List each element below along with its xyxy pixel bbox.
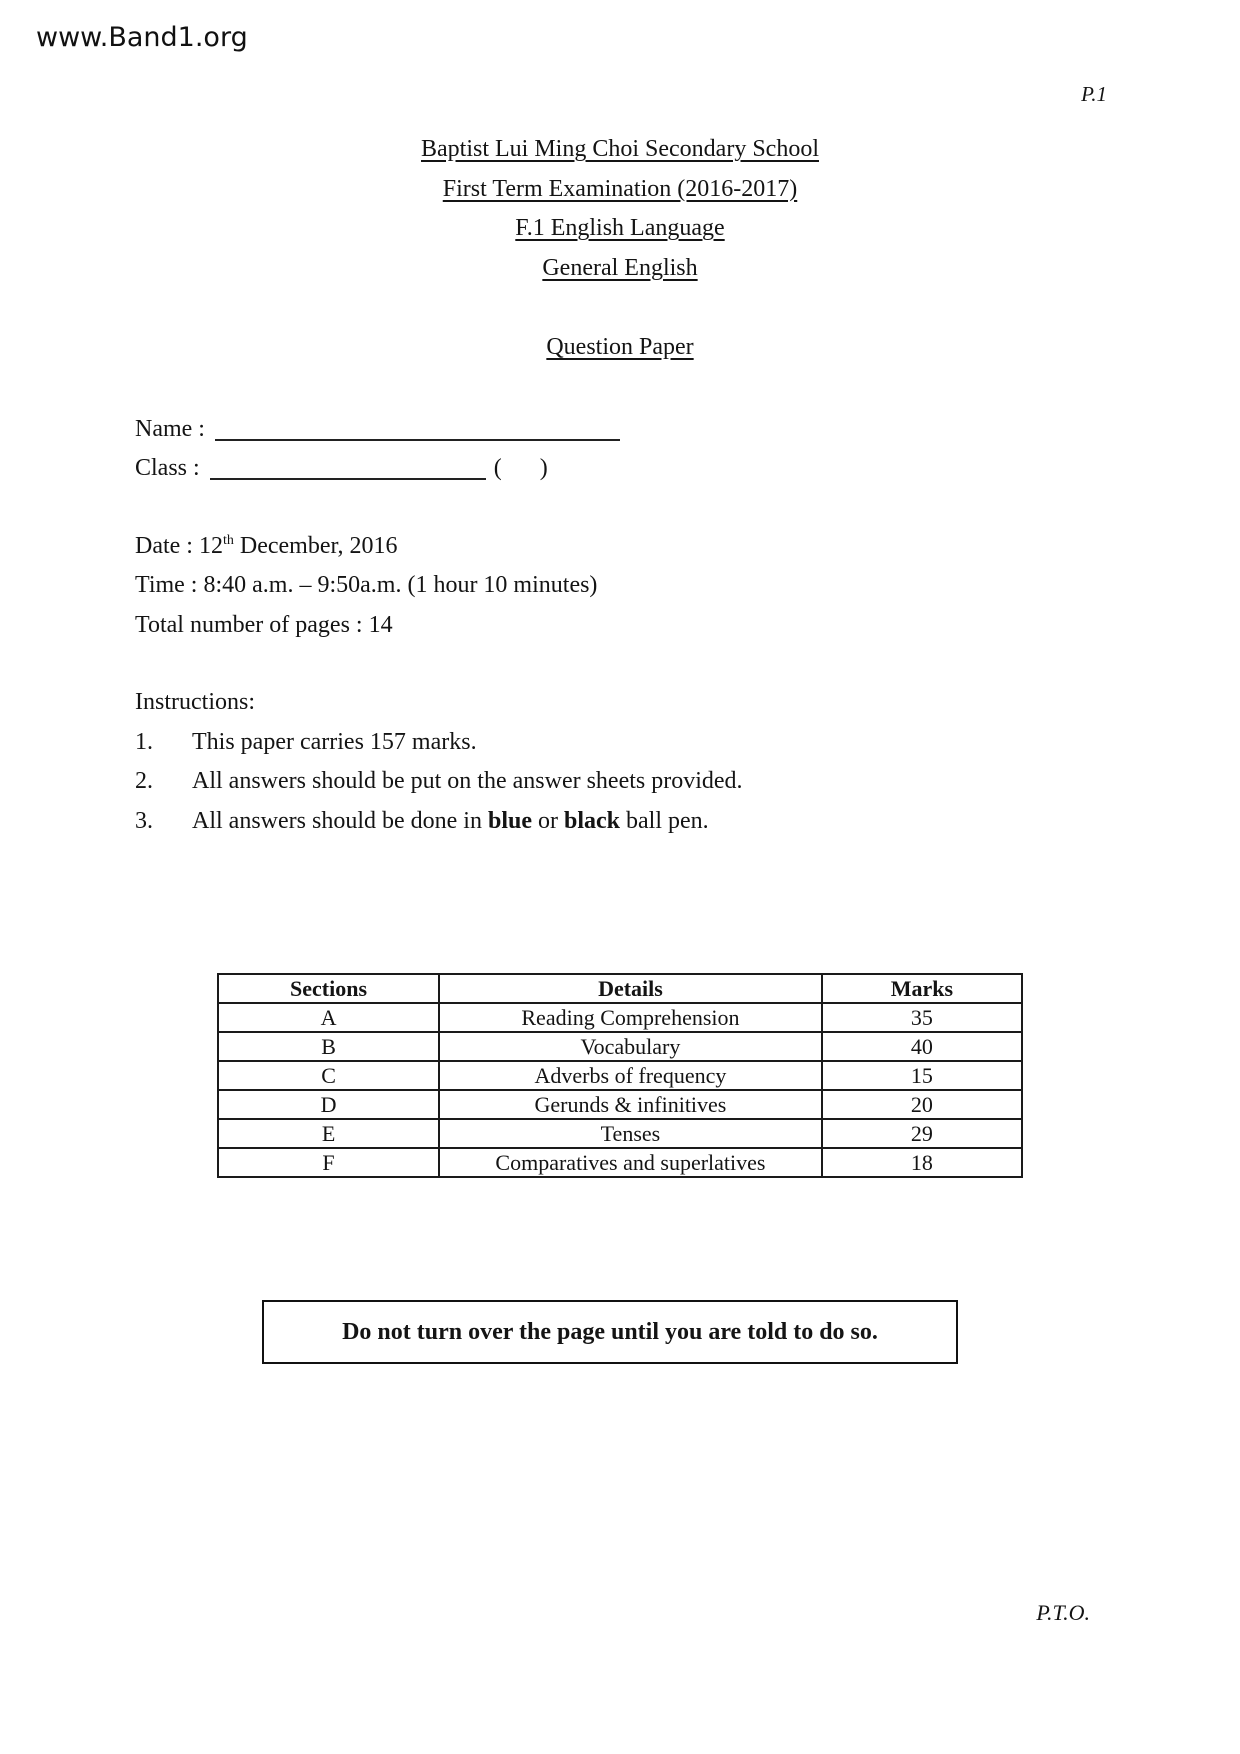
marks-cell: 35	[822, 1003, 1022, 1032]
details-cell: Gerunds & infinitives	[439, 1090, 822, 1119]
class-blank-line	[210, 454, 486, 480]
header-sections: Sections	[218, 974, 439, 1003]
instructions-block	[135, 683, 1240, 841]
doc-type-title: Question Paper	[546, 334, 694, 360]
details-cell: Comparatives and superlatives	[439, 1148, 822, 1177]
sections-marks-table	[217, 973, 1023, 1178]
instructions-heading: Instructions:	[135, 689, 255, 715]
title-line-school	[0, 130, 1240, 170]
details-cell: Reading Comprehension	[439, 1003, 822, 1032]
section-cell: E	[218, 1119, 439, 1148]
table-row	[218, 1003, 1022, 1032]
page-number: P.1	[1081, 82, 1107, 106]
table-row	[218, 1032, 1022, 1061]
exam-name: First Term Examination (2016-2017)	[442, 175, 798, 202]
marks-cell: 40	[822, 1032, 1022, 1061]
name-label: Name :	[135, 415, 205, 442]
class-number-paren-open: (	[493, 455, 502, 481]
time-line: Time : 8:40 a.m. – 9:50a.m. (1 hour 10 minutes)	[135, 572, 598, 598]
subject-name: F.1 English Language	[515, 215, 725, 241]
instruction-item-1	[135, 723, 1240, 763]
class-label: Class :	[135, 455, 200, 481]
section-cell: B	[218, 1032, 439, 1061]
instruction-text-part: or	[531, 807, 564, 834]
instruction-item-3	[135, 802, 1240, 842]
marks-cell: 20	[822, 1090, 1022, 1119]
name-field-row	[135, 410, 1240, 450]
details-cell: Adverbs of frequency	[439, 1061, 822, 1090]
class-number-paren-close: )	[539, 455, 548, 481]
section-cell: F	[218, 1148, 439, 1177]
instruction-number: 3.	[135, 807, 153, 834]
do-not-turn-notice-box	[262, 1300, 958, 1364]
pen-color-black: black	[563, 807, 620, 834]
student-info-form	[135, 410, 1240, 489]
title-line-subject	[0, 209, 1240, 249]
section-cell: A	[218, 1003, 439, 1032]
doc-type-line	[0, 328, 1240, 368]
pto-footer: P.T.O.	[1036, 1600, 1090, 1625]
total-pages-line: Total number of pages : 14	[135, 611, 393, 638]
paper-name: General English	[542, 254, 698, 281]
details-cell: Vocabulary	[439, 1032, 822, 1061]
table-row	[218, 1148, 1022, 1177]
date-text: Date : 12	[135, 532, 223, 559]
instruction-number: 1.	[135, 728, 153, 755]
date-rest: December, 2016	[233, 532, 398, 559]
details-cell: Tenses	[439, 1119, 822, 1148]
table-row	[218, 1090, 1022, 1119]
date-ordinal: th	[222, 532, 234, 548]
instruction-text: This paper carries 157 marks.	[192, 728, 477, 755]
header-details: Details	[439, 974, 822, 1003]
instruction-text-part: All answers should be done in	[192, 807, 488, 834]
table-row	[218, 1119, 1022, 1148]
marks-cell: 29	[822, 1119, 1022, 1148]
marks-cell: 15	[822, 1061, 1022, 1090]
do-not-turn-notice-text: Do not turn over the page until you are told to do so.	[342, 1318, 878, 1345]
date-line	[135, 527, 1240, 567]
watermark-url: www.Band1.org	[36, 22, 248, 53]
instruction-number: 2.	[135, 768, 153, 794]
table-header-row	[218, 974, 1022, 1003]
title-line-exam	[0, 170, 1240, 210]
title-line-paper	[0, 249, 1240, 289]
instruction-item-2	[135, 762, 1240, 802]
pen-color-blue: blue	[487, 807, 532, 834]
exam-meta-block	[135, 527, 1240, 646]
header-marks: Marks	[822, 974, 1022, 1003]
marks-cell: 18	[822, 1148, 1022, 1177]
name-blank-line	[215, 415, 620, 441]
class-field-row	[135, 449, 1240, 489]
table-row	[218, 1061, 1022, 1090]
section-cell: C	[218, 1061, 439, 1090]
section-cell: D	[218, 1090, 439, 1119]
school-name: Baptist Lui Ming Choi Secondary School	[421, 136, 819, 162]
instruction-text	[192, 808, 709, 834]
instruction-text-part: ball pen.	[620, 807, 709, 834]
instruction-text: All answers should be put on the answer sheets provided.	[192, 768, 743, 794]
